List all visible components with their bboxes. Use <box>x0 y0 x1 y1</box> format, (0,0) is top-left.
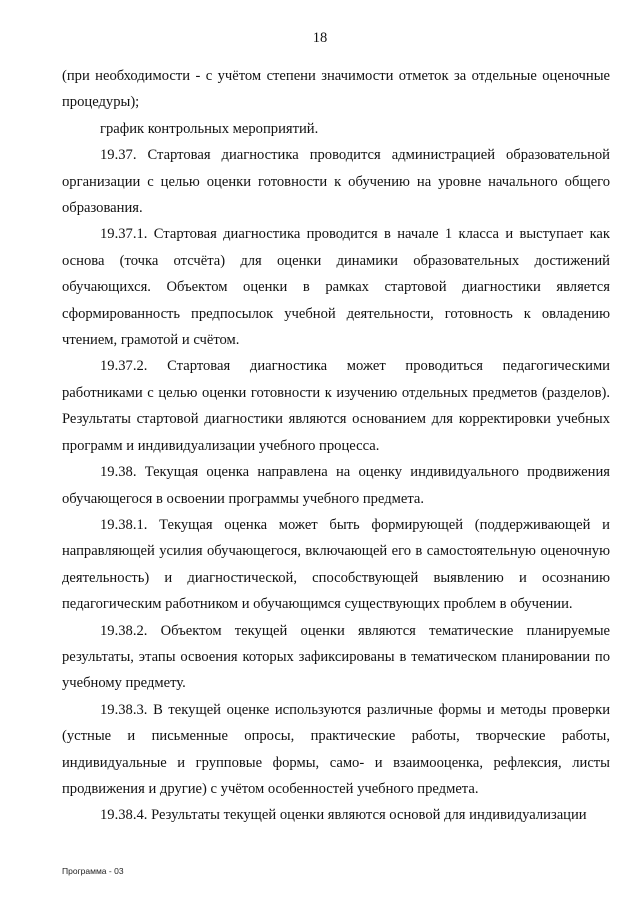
paragraph: 19.38.3. В текущей оценке используются различные формы и методы проверки (устные и письменные опросы, практические работы, творческие работы, индивидуальные и групповые формы, само- и взаимооценка, рефлексия, листы продвижения и другие) с учётом особенностей учебного предмета. <box>62 701 610 797</box>
paragraph: 19.37.1. Стартовая диагностика проводится в начале 1 класса и выступает как основа (точка отсчёта) для оценки динамики образовательных достижений обучающихся. Объектом оценки в рамках стартовой диагностики является сформированность предпосылок учебной деятельности, готовность к овладению чтением, грамотой и счётом. <box>62 226 610 349</box>
paragraph: 19.38.4. Результаты текущей оценки являются основой для индивидуализации <box>100 807 587 824</box>
paragraph: (при необходимости - с учётом степени значимости отметок за отдельные оценочные процедуры); <box>62 68 610 111</box>
paragraph: график контрольных мероприятий. <box>100 120 319 137</box>
paragraph: 19.37. Стартовая диагностика проводится администрацией образовательной организации с целью оценки готовности к обучению на уровне начального общего образования. <box>62 147 610 217</box>
paragraph: 19.38. Текущая оценка направлена на оценку индивидуального продвижения обучающегося в освоении программы учебного предмета. <box>62 464 610 507</box>
page-number: 18 <box>312 30 328 46</box>
paragraph: 19.38.1. Текущая оценка может быть формирующей (поддерживающей и направляющей усилия обучающегося, включающей его в самостоятельную оценочную деятельность) и диагностической, способствующей выявлению и осознанию педагогическим работником и обучающимся существующих проблем в обучении. <box>62 516 610 613</box>
paragraph: 19.38.2. Объектом текущей оценки являются тематические планируемые результаты, этапы освоения которых зафиксированы в тематическом планировании по учебному предмету. <box>62 622 610 692</box>
document-body <box>62 63 610 829</box>
paragraph: 19.37.2. Стартовая диагностика может проводиться педагогическими работниками с целью оценки готовности к изучению отдельных предметов (разделов). Результаты стартовой диагностики являются основанием для корректировки учебных программ и индивидуализации учебного процесса. <box>62 358 610 454</box>
footer-label: Программа - 03 <box>62 866 124 876</box>
